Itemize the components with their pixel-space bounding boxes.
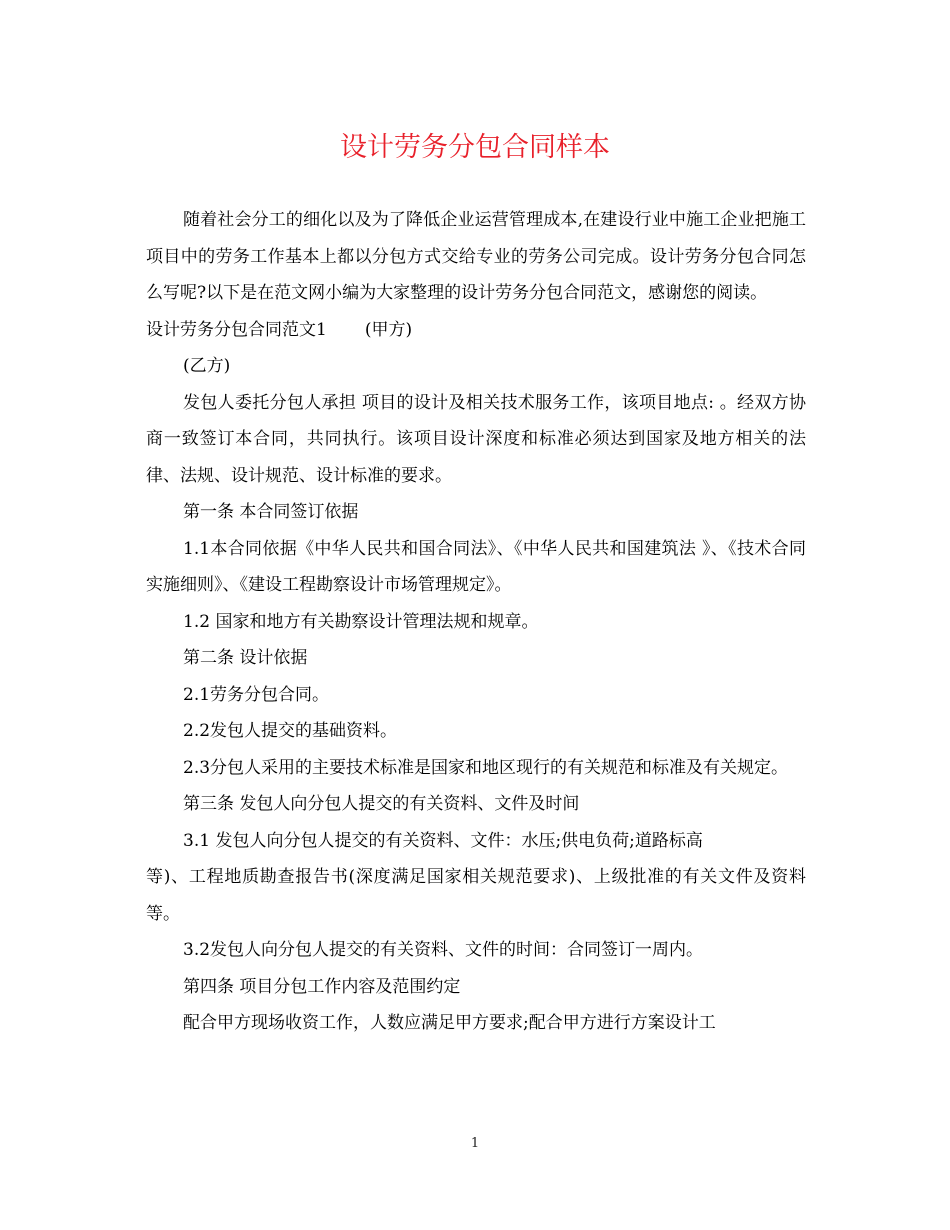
article-1-1: 1.1本合同依据《中华人民共和国合同法》、《中华人民共和国建筑法 》、《技术合同实施细则》、《建设工程勘察设计市场管理规定》。	[146, 538, 806, 595]
article-3-title: 第三条 发包人向分包人提交的有关资料、文件及时间	[183, 794, 580, 814]
party-b-label: (乙方)	[183, 356, 231, 376]
document-body	[146, 202, 806, 1042]
article-4-text: 配合甲方现场收资工作，人数应满足甲方要求;配合甲方进行方案设计工	[183, 1013, 716, 1033]
page-number: 1	[470, 1136, 480, 1151]
commission-paragraph: 发包人委托分包人承担 项目的设计及相关技术服务工作，该项目地点: 。经双方协商一致签订本合同，共同执行。该项目设计深度和标准必须达到国家及地方相关的法律、法规、设计规范、设计标准的要求。	[146, 392, 806, 486]
intro-paragraph: 随着社会分工的细化以及为了降低企业运营管理成本,在建设行业中施工企业把施工项目中的劳务工作基本上都以分包方式交给专业的劳务公司完成。设计劳务分包合同怎么写呢?以下是在范文网小编为大家整理的设计劳务分包合同范文，感谢您的阅读。	[146, 210, 806, 303]
document-title: 设计劳务分包合同样本	[340, 132, 610, 163]
article-3-1-line-1: 3.1 发包人向分包人提交的有关资料、文件：水压;供电负荷;道路标高	[183, 830, 703, 851]
sample-heading-line	[146, 312, 806, 349]
article-1-2: 1.2 国家和地方有关勘察设计管理法规和规章。	[183, 611, 539, 632]
article-2-title: 第二条 设计依据	[183, 648, 308, 668]
article-1-title: 第一条 本合同签订依据	[183, 502, 359, 522]
article-3-1-line-2: 等)、工程地质勘查报告书(深度满足国家相关规范要求)、上级批准的有关文件及资料等。	[146, 867, 806, 924]
article-3-2: 3.2发包人向分包人提交的有关资料、文件的时间：合同签订一周内。	[183, 940, 704, 960]
article-2-3: 2.3分包人采用的主要技术标准是国家和地区现行的有关规范和标准及有关规定。	[183, 757, 789, 778]
article-4-title: 第四条 项目分包工作内容及范围约定	[183, 976, 461, 997]
party-a-label: (甲方)	[364, 319, 413, 340]
article-2-1: 2.1劳务分包合同。	[183, 684, 330, 705]
article-2-2: 2.2发包人提交的基础资料。	[183, 721, 398, 741]
sample-heading: 设计劳务分包合同范文1	[146, 319, 327, 340]
